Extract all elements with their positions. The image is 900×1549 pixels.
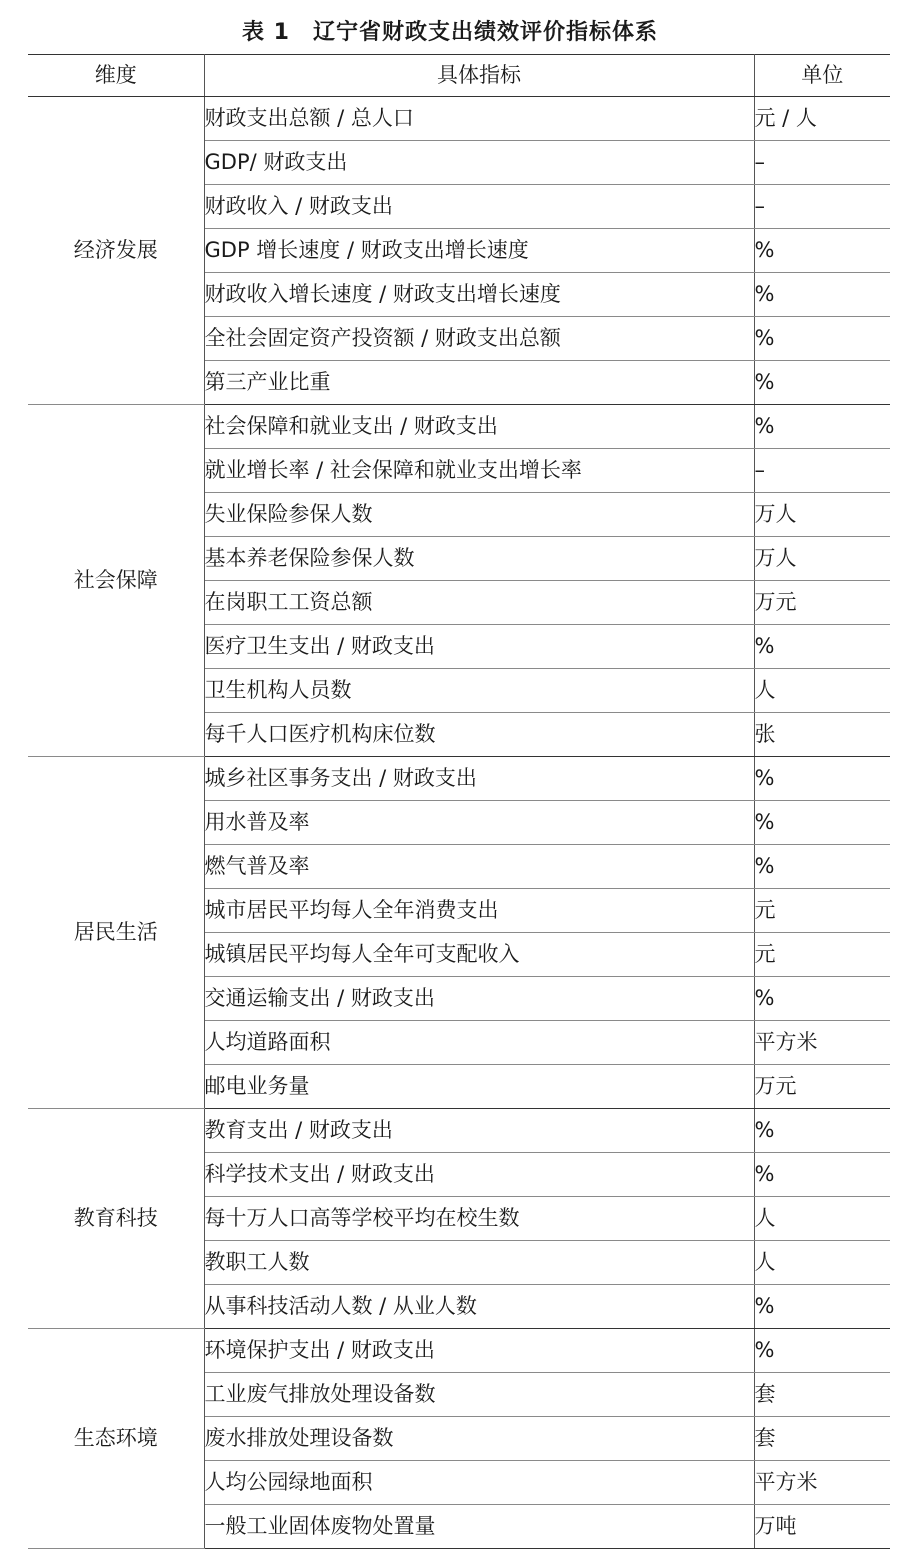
indicator-cell: 教育支出 / 财政支出 — [204, 1109, 754, 1153]
column-header-indicator: 具体指标 — [204, 55, 754, 97]
unit-cell: – — [754, 185, 890, 229]
unit-cell: % — [754, 1153, 890, 1197]
unit-cell: 套 — [754, 1373, 890, 1417]
indicator-cell: 城市居民平均每人全年消费支出 — [204, 889, 754, 933]
indicator-cell: 一般工业固体废物处置量 — [204, 1505, 754, 1549]
unit-cell: 万元 — [754, 581, 890, 625]
indicator-cell: 科学技术支出 / 财政支出 — [204, 1153, 754, 1197]
unit-cell: 万人 — [754, 493, 890, 537]
table-row — [28, 1329, 890, 1373]
unit-cell: 元 — [754, 889, 890, 933]
unit-cell: 人 — [754, 1197, 890, 1241]
dimension-cell: 居民生活 — [28, 757, 204, 1109]
table-row — [28, 757, 890, 801]
dimension-cell: 生态环境 — [28, 1329, 204, 1549]
table-body — [28, 97, 890, 1549]
indicator-cell: 人均公园绿地面积 — [204, 1461, 754, 1505]
unit-cell: 万元 — [754, 1065, 890, 1109]
unit-cell: 平方米 — [754, 1021, 890, 1065]
unit-cell: % — [754, 405, 890, 449]
unit-cell: % — [754, 317, 890, 361]
indicator-table — [28, 54, 890, 1549]
indicator-cell: 财政支出总额 / 总人口 — [204, 97, 754, 141]
indicator-cell: 第三产业比重 — [204, 361, 754, 405]
unit-cell: 元 / 人 — [754, 97, 890, 141]
table-row — [28, 1109, 890, 1153]
indicator-cell: 全社会固定资产投资额 / 财政支出总额 — [204, 317, 754, 361]
unit-cell: % — [754, 1285, 890, 1329]
table-row — [28, 405, 890, 449]
indicator-cell: 教职工人数 — [204, 1241, 754, 1285]
column-header-dimension: 维度 — [28, 55, 204, 97]
indicator-cell: 邮电业务量 — [204, 1065, 754, 1109]
unit-cell: – — [754, 449, 890, 493]
indicator-cell: 工业废气排放处理设备数 — [204, 1373, 754, 1417]
indicator-cell: 从事科技活动人数 / 从业人数 — [204, 1285, 754, 1329]
indicator-cell: 城镇居民平均每人全年可支配收入 — [204, 933, 754, 977]
unit-cell: 人 — [754, 669, 890, 713]
unit-cell: 平方米 — [754, 1461, 890, 1505]
indicator-cell: 财政收入增长速度 / 财政支出增长速度 — [204, 273, 754, 317]
unit-cell: 万吨 — [754, 1505, 890, 1549]
indicator-cell: GDP/ 财政支出 — [204, 141, 754, 185]
unit-cell: 人 — [754, 1241, 890, 1285]
indicator-cell: 失业保险参保人数 — [204, 493, 754, 537]
dimension-cell: 教育科技 — [28, 1109, 204, 1329]
indicator-cell: 卫生机构人员数 — [204, 669, 754, 713]
indicator-cell: 医疗卫生支出 / 财政支出 — [204, 625, 754, 669]
table-row — [28, 97, 890, 141]
table-title: 表 1 辽宁省财政支出绩效评价指标体系 — [242, 20, 658, 45]
unit-cell: % — [754, 273, 890, 317]
unit-cell: % — [754, 801, 890, 845]
dimension-cell: 经济发展 — [28, 97, 204, 405]
unit-cell: % — [754, 361, 890, 405]
indicator-cell: 环境保护支出 / 财政支出 — [204, 1329, 754, 1373]
unit-cell: % — [754, 845, 890, 889]
unit-cell: % — [754, 757, 890, 801]
unit-cell: % — [754, 1329, 890, 1373]
indicator-cell: 燃气普及率 — [204, 845, 754, 889]
indicator-cell: 城乡社区事务支出 / 财政支出 — [204, 757, 754, 801]
dimension-cell: 社会保障 — [28, 405, 204, 757]
indicator-cell: GDP 增长速度 / 财政支出增长速度 — [204, 229, 754, 273]
unit-cell: % — [754, 625, 890, 669]
indicator-cell: 废水排放处理设备数 — [204, 1417, 754, 1461]
unit-cell: 套 — [754, 1417, 890, 1461]
indicator-cell: 社会保障和就业支出 / 财政支出 — [204, 405, 754, 449]
unit-cell: % — [754, 229, 890, 273]
indicator-cell: 每十万人口高等学校平均在校生数 — [204, 1197, 754, 1241]
indicator-cell: 在岗职工工资总额 — [204, 581, 754, 625]
indicator-cell: 人均道路面积 — [204, 1021, 754, 1065]
indicator-cell: 就业增长率 / 社会保障和就业支出增长率 — [204, 449, 754, 493]
unit-cell: % — [754, 977, 890, 1021]
unit-cell: 万人 — [754, 537, 890, 581]
indicator-cell: 用水普及率 — [204, 801, 754, 845]
unit-cell: 元 — [754, 933, 890, 977]
table-header-row — [28, 55, 890, 97]
column-header-unit: 单位 — [754, 55, 890, 97]
indicator-cell: 交通运输支出 / 财政支出 — [204, 977, 754, 1021]
unit-cell: % — [754, 1109, 890, 1153]
indicator-cell: 每千人口医疗机构床位数 — [204, 713, 754, 757]
unit-cell: 张 — [754, 713, 890, 757]
indicator-cell: 财政收入 / 财政支出 — [204, 185, 754, 229]
unit-cell: – — [754, 141, 890, 185]
indicator-cell: 基本养老保险参保人数 — [204, 537, 754, 581]
